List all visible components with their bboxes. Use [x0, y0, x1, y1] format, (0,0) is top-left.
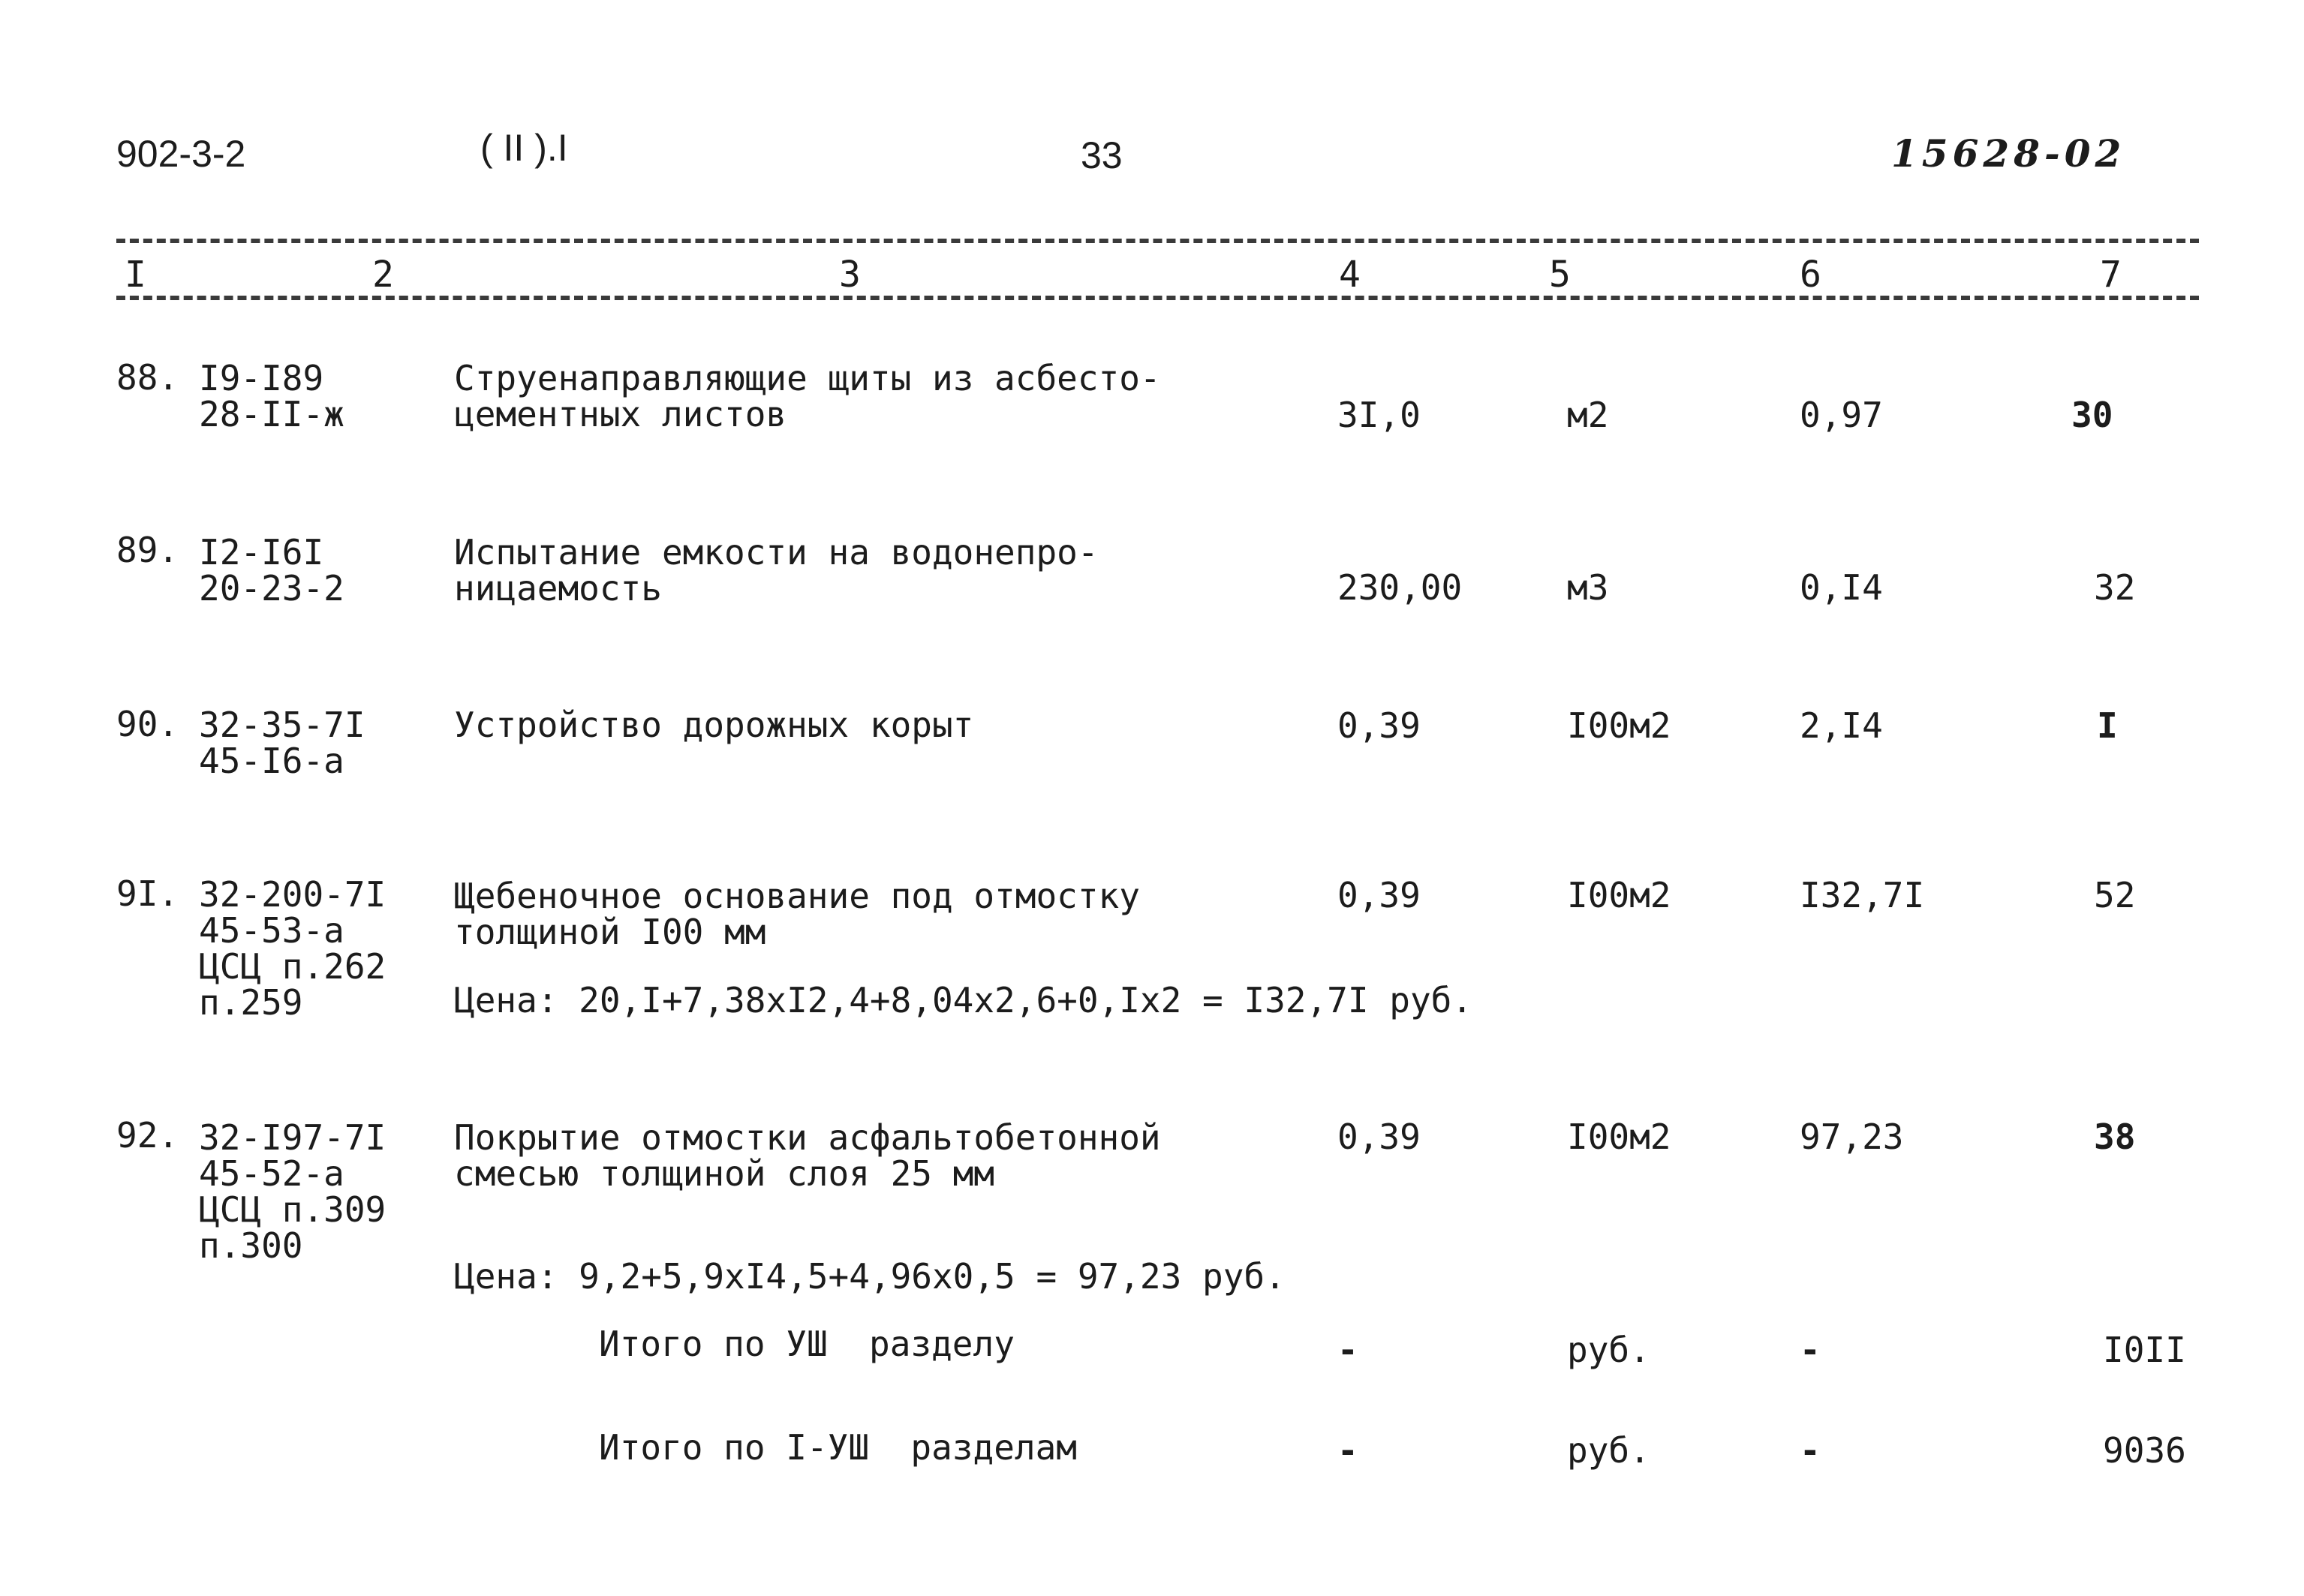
part-number: ( II ).I: [480, 127, 568, 169]
row-unit-price: 0,I4: [1800, 567, 1883, 608]
row-codes: [199, 874, 387, 1023]
row-number: 9I.: [116, 873, 179, 914]
row-number: 89.: [116, 530, 179, 570]
row-description: [454, 360, 1161, 432]
price-formula: Цена: 20,I+7,38xI2,4+8,04x2,6+0,Ix2 = I32,7I руб.: [454, 980, 1473, 1020]
row-unit: м2: [1567, 395, 1609, 435]
code-line: 32-200-7I: [199, 874, 387, 915]
total-quantity: -: [1337, 1430, 1358, 1471]
column-number-5: 5: [1545, 257, 1575, 293]
total-label: Итого по I-УШ разделам: [599, 1427, 1077, 1468]
total-quantity: -: [1337, 1330, 1358, 1370]
document-code: 902-3-2: [116, 133, 246, 175]
row-description: [454, 532, 1099, 609]
code-line: 20-23-2: [199, 568, 344, 609]
total-unit-price: -: [1800, 1330, 1821, 1370]
row-quantity: 230,00: [1337, 567, 1463, 608]
price-formula: Цена: 9,2+5,9xI4,5+4,96x0,5 = 97,23 руб.: [454, 1256, 1286, 1297]
row-total: 52: [2094, 875, 2136, 915]
row-unit-price: 0,97: [1800, 395, 1883, 435]
row-quantity: 0,39: [1337, 705, 1421, 746]
row-unit: I00м2: [1567, 1117, 1671, 1157]
code-line: 45-I6-а: [199, 741, 344, 781]
column-number-7: 7: [2095, 257, 2126, 293]
total-amount: 9036: [2103, 1430, 2186, 1471]
column-number-6: 6: [1795, 257, 1826, 293]
row-unit-price: 97,23: [1800, 1117, 1904, 1157]
code-line: 28-II-ж: [199, 394, 344, 434]
header-dashed-line-bottom: [116, 296, 2199, 300]
code-line: I2-I6I: [199, 532, 324, 573]
code-line: 45-52-а: [199, 1153, 344, 1194]
description-line: Покрытие отмостки асфальтобетонной: [454, 1117, 1161, 1158]
row-unit-price: I32,7I: [1800, 875, 1925, 915]
column-number-3: 3: [835, 257, 865, 293]
row-total: 30: [2071, 395, 2113, 435]
total-unit: руб.: [1567, 1330, 1650, 1370]
total-unit: руб.: [1567, 1430, 1650, 1471]
row-unit: I00м2: [1567, 705, 1671, 746]
row-unit: м3: [1567, 567, 1609, 608]
row-number: 88.: [116, 357, 179, 398]
row-number: 90.: [116, 704, 179, 744]
description-line: Струенаправляющие щиты из асбесто-: [454, 358, 1161, 398]
handwritten-inventory-number: 15628-02: [1891, 131, 2126, 176]
row-codes: [199, 707, 365, 779]
row-quantity: 0,39: [1337, 875, 1421, 915]
total-unit-price: -: [1800, 1430, 1821, 1471]
code-line: 32-35-7I: [199, 705, 365, 745]
row-codes: [199, 532, 344, 609]
row-description: [454, 1117, 1161, 1194]
header-dashed-line-top: [116, 239, 2199, 243]
column-number-1: I: [120, 257, 151, 293]
column-number-2: 2: [368, 257, 399, 293]
row-number: 92.: [116, 1115, 179, 1156]
row-codes: [199, 1117, 387, 1266]
description-line: Устройство дорожных корыт: [454, 705, 974, 745]
code-line: 45-53-а: [199, 910, 344, 951]
code-line: п.300: [199, 1225, 303, 1266]
description-line: смесью толщиной слоя 25 мм: [454, 1153, 995, 1194]
description-line: Испытание емкости на водонепро-: [454, 532, 1099, 573]
row-description: [454, 707, 973, 743]
code-line: п.259: [199, 982, 303, 1023]
row-total: 38: [2094, 1117, 2136, 1157]
total-label: Итого по УШ разделу: [599, 1324, 1015, 1364]
row-unit-price: 2,I4: [1800, 705, 1883, 746]
code-line: ЦСЦ п.309: [199, 1189, 387, 1230]
row-total: I: [2097, 705, 2118, 746]
description-line: ницаемость: [454, 568, 662, 609]
row-total: 32: [2094, 567, 2136, 608]
row-quantity: 3I,0: [1337, 395, 1421, 435]
row-quantity: 0,39: [1337, 1117, 1421, 1157]
total-amount: I0II: [2103, 1330, 2186, 1370]
description-line: цементных листов: [454, 394, 787, 434]
description-line: Щебеночное основание под отмостку: [454, 876, 1140, 916]
code-line: ЦСЦ п.262: [199, 946, 387, 987]
description-line: толщиной I00 мм: [454, 912, 766, 952]
page-number: 33: [1081, 134, 1123, 176]
row-unit: I00м2: [1567, 875, 1671, 915]
row-description: [454, 878, 1140, 950]
row-codes: [199, 360, 344, 432]
column-number-4: 4: [1334, 257, 1365, 293]
code-line: I9-I89: [199, 358, 324, 398]
code-line: 32-I97-7I: [199, 1117, 387, 1158]
